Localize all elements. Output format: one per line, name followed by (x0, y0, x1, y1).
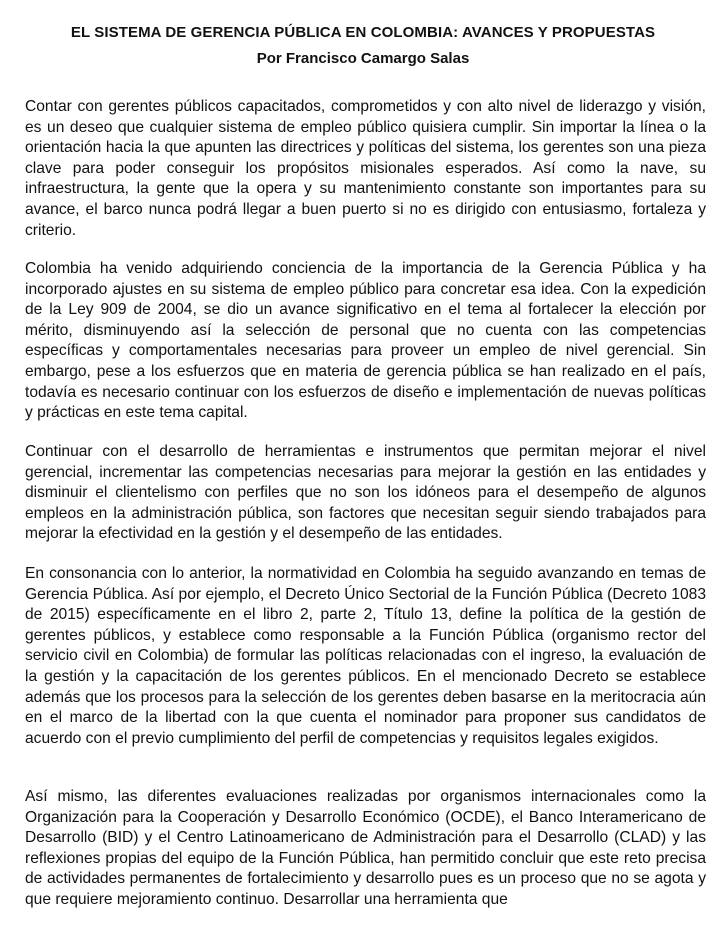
paragraph-4: En consonancia con lo anterior, la normatividad en Colombia ha seguido avanzando en temas de Gerencia Pública. Así por ejemplo, el Decreto Único Sectorial de la Función Pública (Decreto 1083 de 2015) específicamente en el libro 2, parte 2, Título 13, define la política de la gestión de gerentes públicos, y establece como responsable a la Función Pública (organismo rector del servicio civil en Colombia) de formular las políticas relacionadas con el ingreso, la evaluación de la gestión y la capacitación de los gerentes públicos. En el mencionado Decreto se establece además que los procesos para la selección de los gerentes deben basarse en la meritocracia aún en el marco de la libertad con la que cuenta el nominador para proponer sus candidatos de acuerdo con el previo cumplimiento del perfil de competencias y requisitos legales exigidos. (25, 565, 706, 747)
paragraph-2: Colombia ha venido adquiriendo conciencia de la importancia de la Gerencia Pública y ha incorporado ajustes en su sistema de empleo público para concretar esa idea. Con la expedición de la Ley 909 de 2004, se dio un avance significativo en el tema al fortalecer la elección por mérito, disminuyendo así la selección de personal que no cuenta con las competencias específicas y comportamentales necesarias para proveer un empleo de nivel gerencial. Sin embargo, pese a los esfuerzos que en materia de gerencia pública se han realizado en el país, todavía es necesario continuar con los esfuerzos de diseño e implementación de nuevas políticas y prácticas en este tema capital. (25, 260, 706, 422)
paragraph-5: Así mismo, las diferentes evaluaciones realizadas por organismos internacionales como la Organización para la Cooperación y Desarrollo Económico (OCDE), el Banco Interamericano de Desarrollo (BID) y el Centro Latinoamericano de Administración para el Desarrollo (CLAD) y las reflexiones propias del equipo de la Función Pública, han permitido concluir que este reto precisa de actividades permanentes de fortalecimiento y desarrollo pues es un proceso que no se agota y que requiere mejoramiento continuo. Desarrollar una herramienta que (25, 788, 706, 908)
paragraph-1: Contar con gerentes públicos capacitados, comprometidos y con alto nivel de liderazgo y visión, es un deseo que cualquier sistema de empleo público quisiera cumplir. Sin importar la línea o la orientación hacia la que apunten las directrices y políticas del sistema, los gerentes son una pieza clave para poder conseguir los propósitos misionales esperados. Así como la nave, su infraestructura, la gente que la opera y su mantenimiento constante son importantes para su avance, el barco nunca podrá llegar a buen puerto si no es dirigido con entusiasmo, fortaleza y criterio. (25, 98, 706, 239)
paragraph-3: Continuar con el desarrollo de herramientas e instrumentos que permitan mejorar el nivel gerencial, incrementar las competencias necesarias para mejorar la gestión en las entidades y disminuir el clientelismo con perfiles que no son los idóneos para el desempeño de algunos empleos en la administración pública, son factores que necesitan seguir siendo trabajados para mejorar la efectividad en la gestión y el desempeño de las entidades. (25, 443, 706, 543)
document-title: EL SISTEMA DE GERENCIA PÚBLICA EN COLOMBIA: AVANCES Y PROPUESTAS (70, 24, 656, 41)
document-author: Por Francisco Camargo Salas (256, 50, 470, 67)
